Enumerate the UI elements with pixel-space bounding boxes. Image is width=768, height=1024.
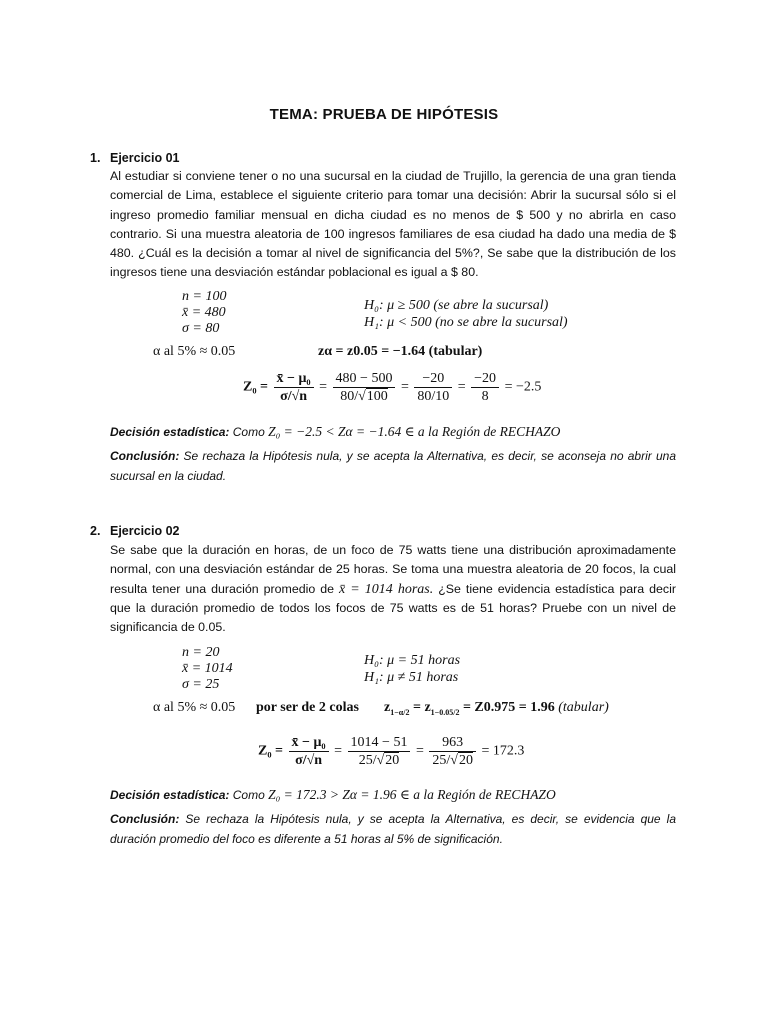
- alt-hypothesis: H₁: μ ≠ 51 horas: [364, 670, 459, 685]
- exercise-2-givens: [182, 645, 233, 693]
- decision-label: Decisión estadística:: [110, 425, 230, 439]
- page-title: TEMA: PRUEBA DE HIPÓTESIS: [269, 106, 499, 123]
- exercise-2-alpha: α al 5% ≈ 0.05: [153, 700, 236, 715]
- exercise-2-statement: Se sabe que la duración en horas, de un foco de 75 watts tiene una distribución aproximadamente normal, con una desviación estándar de 25 horas. Se toma una muestra aleatoria de 20 focos, la cual resulta tener una duración promedio de x̄ = 1014 horas. ¿Se tiene evidencia estadística para decir que la duración promedio de todos los focos de 75 watts es de 51 horas? Pruebe con un nivel de significancia de 0.05.: [110, 543, 676, 635]
- given-mean: x̄ = 1014: [182, 661, 233, 676]
- conclusion-label: Conclusión:: [110, 812, 180, 826]
- exercise-1-title: Ejercicio 01: [110, 151, 180, 165]
- decision-label: Decisión estadística:: [110, 788, 230, 802]
- exercise-1-number: 1.: [90, 151, 101, 165]
- exercise-2-number: 2.: [90, 524, 101, 538]
- exercise-2-conclusion: Conclusión: Se rechaza la Hipótesis nula, y se acepta la Alternativa, es decir, se evidencia que la duración promedio del foco es diferente a 51 horas al 5% de significación.: [110, 812, 676, 846]
- given-sigma: σ = 25: [182, 677, 220, 692]
- exercise-1-decision: Decisión estadística: Como Z₀ = −2.5 < Zα = −1.64 ∈ a la Región de RECHAZO: [110, 424, 561, 439]
- exercise-1-alpha: α al 5% ≈ 0.05: [153, 344, 236, 359]
- given-n: n = 20: [182, 645, 220, 660]
- given-n: n = 100: [182, 289, 227, 304]
- null-hypothesis: H₀: μ ≥ 500 (se abre la sucursal): [364, 298, 549, 313]
- given-sigma: σ = 80: [182, 321, 220, 336]
- exercise-1-conclusion: Conclusión: Se rechaza la Hipótesis nula, y se acepta la Alternativa, es decir, se aconseja no abrir una sucursal en la ciudad.: [110, 449, 676, 483]
- decision-math: Z₀ = −2.5 < Zα = −1.64 ∈ a la Región de RECHAZO: [268, 424, 561, 439]
- exercise-2-hypotheses: [364, 652, 460, 686]
- exercise-1-statement: Al estudiar si conviene tener o no una sucursal en la ciudad de Trujillo, la gerencia de una gran tienda comercial de Lima, establece el siguiente criterio para tomar una decisión: Abrir la sucursal sólo si el ingreso promedio familiar mensual en dicha ciudad es no menos de $ 500 y no abrirla en caso contrario. Si una muestra aleatoria de 100 ingresos familiares de esa ciudad ha dado una media de $ 480. ¿Cuál es la decisión a tomar al nivel de significancia del 5%?, Se sabe que la distribución de los ingresos tiene una desviación estándar poblacional es igual a $ 80.: [110, 169, 676, 280]
- exercise-1-critical-value: zα = z0.05 = −1.64 (tabular): [318, 344, 483, 359]
- exercise-2-two-tails: por ser de 2 colas: [256, 700, 359, 715]
- given-mean: x̄ = 480: [182, 305, 226, 320]
- exercise-2-decision: Decisión estadística: Como Z₀ = 172.3 > Zα = 1.96 ∈ a la Región de RECHAZO: [110, 787, 556, 802]
- exercise-1-hypotheses: [364, 297, 568, 331]
- statement-mean: x̄ = 1014 horas.: [339, 581, 434, 597]
- null-hypothesis: H₀: μ = 51 horas: [364, 653, 461, 668]
- exercise-2-critical-value: $z_{1-\alpha/2} = z_{1-0.05/2} = Z0.975 = 1.96$ (tabular): [384, 700, 609, 717]
- exercise-2-z-formula: Z₀ = $\frac{\text{x̄ − μ₀}}{\sigma/√n}$ = $\frac{1014 - 51}{25/√20}$ = $\frac{963}{25/√20}$ = 172.3: [258, 735, 525, 768]
- conclusion-label: Conclusión:: [110, 449, 180, 463]
- exercise-2-title: Ejercicio 02: [110, 524, 180, 538]
- exercise-1-givens: [182, 289, 226, 337]
- exercise-1-z-formula: Z₀ = $\frac{\text{x̄ − μ₀}}{\sigma/√n}$ = $\frac{480 - 500}{80/√100}$ = $\frac{-20}{80/10}$ = $\frac{-20}{8}$ = −2.5: [243, 371, 542, 404]
- exercise-2-heading: [90, 524, 180, 538]
- decision-math: Z₀ = 172.3 > Zα = 1.96 ∈ a la Región de RECHAZO: [268, 787, 556, 802]
- alt-hypothesis: H₁: μ < 500 (no se abre la sucursal): [364, 315, 568, 330]
- exercise-1-heading: [90, 151, 180, 165]
